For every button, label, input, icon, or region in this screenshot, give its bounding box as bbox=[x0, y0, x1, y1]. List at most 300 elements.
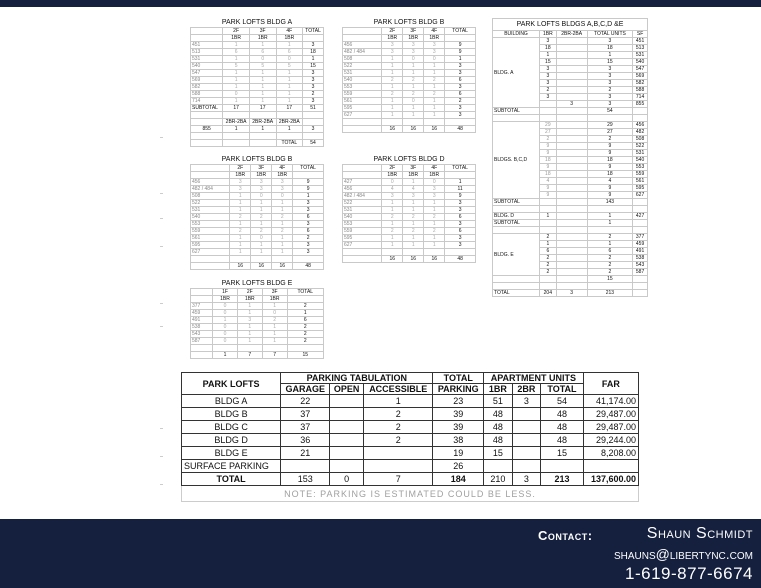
count-cell: 15 bbox=[303, 63, 324, 70]
floor-header: 4F bbox=[424, 165, 445, 172]
header-row bbox=[182, 373, 639, 384]
unit-sf-cell: 522 bbox=[343, 63, 382, 70]
unit-sf-cell: 543 bbox=[191, 331, 213, 338]
count-cell: 0 bbox=[213, 310, 238, 317]
table-row bbox=[343, 214, 476, 221]
count-cell: 2 bbox=[251, 228, 272, 235]
margin-tick bbox=[160, 193, 163, 194]
count-cell: 3 bbox=[403, 193, 424, 200]
unit-type-header: 1BR bbox=[424, 172, 445, 179]
summary-cell bbox=[556, 255, 587, 262]
summary-cell bbox=[556, 59, 587, 66]
total-cell: 210 bbox=[484, 473, 513, 486]
count-cell: 0 bbox=[223, 91, 250, 98]
count-cell: 1 bbox=[424, 235, 445, 242]
count-cell: 2 bbox=[382, 91, 403, 98]
unit-type-header: 1BR bbox=[403, 35, 424, 42]
count-cell: 1 bbox=[424, 84, 445, 91]
total-cell: 153 bbox=[281, 473, 330, 486]
count-cell: 1 bbox=[382, 200, 403, 207]
cell bbox=[424, 249, 445, 256]
count-cell: 1 bbox=[276, 84, 303, 91]
count-cell: 3 bbox=[445, 84, 476, 91]
count-cell: 1 bbox=[403, 242, 424, 249]
count-cell: 1 bbox=[249, 84, 276, 91]
value-cell: 23 bbox=[433, 395, 484, 408]
cell bbox=[213, 345, 238, 352]
unit-sf-cell: 508 bbox=[343, 56, 382, 63]
cell bbox=[633, 206, 648, 213]
cell bbox=[262, 345, 287, 352]
bldg-b-top-table bbox=[342, 18, 476, 133]
summary-cell: 9 bbox=[587, 143, 632, 150]
count-cell: 3 bbox=[303, 70, 324, 77]
count-cell: 1 bbox=[403, 221, 424, 228]
table-row bbox=[343, 193, 476, 200]
count-cell: 1 bbox=[293, 193, 324, 200]
summary-cell: 427 bbox=[633, 213, 648, 220]
total-cell: 16 bbox=[424, 126, 445, 133]
cell bbox=[223, 112, 250, 119]
count-cell: 1 bbox=[382, 242, 403, 249]
count-cell: 2 bbox=[272, 228, 293, 235]
count-cell: 3 bbox=[445, 242, 476, 249]
unit-sf-cell: 627 bbox=[191, 249, 230, 256]
value-cell bbox=[330, 434, 364, 447]
count-cell: 1 bbox=[249, 77, 276, 84]
table-row bbox=[343, 242, 476, 249]
total-cell: 16 bbox=[230, 263, 251, 270]
count-cell: 3 bbox=[445, 70, 476, 77]
count-cell: 1 bbox=[424, 70, 445, 77]
unit-type-header: 1BR bbox=[272, 172, 293, 179]
count-cell: 1 bbox=[424, 221, 445, 228]
count-cell: 1 bbox=[249, 42, 276, 49]
floor-header: TOTAL bbox=[287, 289, 323, 296]
cell bbox=[230, 256, 251, 263]
cell bbox=[191, 256, 230, 263]
count-cell: 1 bbox=[237, 324, 262, 331]
value-cell bbox=[281, 460, 330, 473]
summary-cell: 9 bbox=[587, 164, 632, 171]
total-cell: 7 bbox=[262, 352, 287, 359]
unit-type-header: 1BR bbox=[223, 35, 250, 42]
summary-cell: 2 bbox=[587, 255, 632, 262]
summary-cell: 531 bbox=[633, 52, 648, 59]
cell bbox=[293, 256, 324, 263]
cell bbox=[343, 119, 382, 126]
count-cell: 6 bbox=[445, 91, 476, 98]
table-row bbox=[182, 395, 639, 408]
cell bbox=[191, 352, 213, 359]
table-row bbox=[191, 310, 324, 317]
summary-cell bbox=[556, 269, 587, 276]
table-row bbox=[493, 38, 648, 45]
summary-header: BUILDING bbox=[493, 31, 540, 38]
unit-sf-cell: 714 bbox=[191, 98, 223, 105]
spacer-row bbox=[191, 256, 324, 263]
cell bbox=[633, 283, 648, 290]
total-cell: 15 bbox=[287, 352, 323, 359]
totals-row bbox=[343, 126, 476, 133]
count-cell: 1 bbox=[303, 56, 324, 63]
summary-cell: 29 bbox=[540, 122, 557, 129]
summary-cell: 491 bbox=[633, 248, 648, 255]
summary-cell: 29 bbox=[587, 122, 632, 129]
count-cell: 1 bbox=[403, 105, 424, 112]
count-cell: 1 bbox=[213, 317, 238, 324]
value-cell: 48 bbox=[484, 408, 513, 421]
count-cell: 3 bbox=[445, 207, 476, 214]
header-row bbox=[493, 31, 648, 38]
value-cell bbox=[512, 447, 541, 460]
unit-type-header: 1BR bbox=[251, 172, 272, 179]
count-cell: 6 bbox=[445, 228, 476, 235]
value-cell: 48 bbox=[484, 421, 513, 434]
cell bbox=[556, 206, 587, 213]
total-cell: TOTAL bbox=[493, 290, 540, 297]
count-cell: 0 bbox=[213, 303, 238, 310]
far-table bbox=[181, 372, 639, 502]
cell bbox=[303, 112, 324, 119]
unit-type-header: 1BR bbox=[382, 172, 403, 179]
count-cell: 2 bbox=[272, 214, 293, 221]
value-cell: 39 bbox=[433, 421, 484, 434]
summary-cell: 522 bbox=[633, 143, 648, 150]
summary-cell: 538 bbox=[633, 255, 648, 262]
value-cell: 26 bbox=[433, 460, 484, 473]
title-row bbox=[191, 155, 324, 165]
cell bbox=[223, 140, 250, 147]
summary-cell: 595 bbox=[633, 185, 648, 192]
summary-cell bbox=[540, 101, 557, 108]
subtotal-cell: 17 bbox=[223, 105, 250, 112]
summary-cell: 627 bbox=[633, 192, 648, 199]
count-cell: 1 bbox=[237, 310, 262, 317]
margin-tick bbox=[160, 428, 163, 429]
value-cell: 15 bbox=[541, 447, 583, 460]
total-cell: 1 bbox=[213, 352, 238, 359]
cell bbox=[445, 249, 476, 256]
unit-sf-cell: 559 bbox=[343, 91, 382, 98]
table-title: PARK LOFTS BLDG B bbox=[191, 155, 324, 165]
table-title: PARK LOFTS BLDG B bbox=[343, 18, 476, 28]
cell bbox=[287, 296, 323, 303]
summary-cell: 855 bbox=[633, 101, 648, 108]
count-cell: 2 bbox=[424, 214, 445, 221]
count-cell: 1 bbox=[403, 200, 424, 207]
building-label: BLDG. D bbox=[493, 213, 540, 220]
margin-tick bbox=[160, 456, 163, 457]
value-cell: 3 bbox=[512, 395, 541, 408]
total-cell: 48 bbox=[445, 126, 476, 133]
total-label: TOTAL bbox=[276, 140, 303, 147]
value-cell: 37 bbox=[281, 408, 330, 421]
summary-cell: 18 bbox=[587, 45, 632, 52]
unit-sf-cell: 522 bbox=[191, 200, 230, 207]
summary-cell: 27 bbox=[587, 129, 632, 136]
cell bbox=[276, 112, 303, 119]
total-cell: 3 bbox=[512, 473, 541, 486]
cell bbox=[343, 35, 382, 42]
table-row bbox=[493, 122, 648, 129]
cell bbox=[191, 35, 223, 42]
summary-cell: 3 bbox=[587, 94, 632, 101]
total-cell: 16 bbox=[382, 256, 403, 263]
count-cell: 2 bbox=[424, 91, 445, 98]
total-cell: 3 bbox=[556, 290, 587, 297]
unit-sf-cell: 538 bbox=[191, 324, 213, 331]
count-cell: 0 bbox=[249, 56, 276, 63]
summary-cell: 588 bbox=[633, 87, 648, 94]
total-cell: 7 bbox=[363, 473, 433, 486]
table-row bbox=[343, 179, 476, 186]
subheader-row bbox=[191, 172, 324, 179]
table-row bbox=[191, 324, 324, 331]
count-cell: 6 bbox=[445, 214, 476, 221]
cell bbox=[191, 140, 223, 147]
count-cell: 3 bbox=[251, 186, 272, 193]
summary-cell: 508 bbox=[633, 136, 648, 143]
summary-cell: 3 bbox=[540, 80, 557, 87]
unit-type-header: 1BR bbox=[213, 296, 238, 303]
count-cell: 1 bbox=[424, 98, 445, 105]
spacer-row bbox=[493, 227, 648, 234]
count-cell: 2 bbox=[382, 228, 403, 235]
header-row bbox=[343, 28, 476, 35]
summary-cell bbox=[556, 150, 587, 157]
summary-cell: 2 bbox=[540, 234, 557, 241]
subtotal-cell bbox=[540, 199, 557, 206]
count-cell: 1 bbox=[223, 98, 250, 105]
table-row bbox=[191, 56, 324, 63]
value-cell bbox=[330, 395, 364, 408]
cell bbox=[343, 256, 382, 263]
cell bbox=[633, 227, 648, 234]
count-cell: 3 bbox=[382, 193, 403, 200]
title-row bbox=[493, 19, 648, 31]
floor-header: 3F bbox=[403, 165, 424, 172]
total-value: 54 bbox=[303, 140, 324, 147]
cell bbox=[540, 206, 557, 213]
cell bbox=[343, 28, 382, 35]
summary-cell: 9 bbox=[587, 185, 632, 192]
count-cell: 2 bbox=[287, 338, 323, 345]
cell bbox=[191, 345, 213, 352]
unit-type-header: 1BR bbox=[382, 35, 403, 42]
cell bbox=[424, 119, 445, 126]
cell bbox=[445, 35, 476, 42]
count-cell: 0 bbox=[403, 98, 424, 105]
summary-cell: 9 bbox=[540, 164, 557, 171]
contact-email[interactable]: shauns@libertync.com bbox=[613, 546, 753, 562]
summary-cell bbox=[556, 241, 587, 248]
cell bbox=[493, 227, 540, 234]
summary-cell: 456 bbox=[633, 122, 648, 129]
summary-cell: 3 bbox=[587, 66, 632, 73]
unit-sf-cell: 377 bbox=[191, 303, 213, 310]
count-cell: 1 bbox=[272, 249, 293, 256]
bldg-b-middle-table bbox=[190, 155, 324, 270]
bldg-e-table bbox=[190, 279, 324, 359]
total-cell: 213 bbox=[541, 473, 583, 486]
building-label: BLDG. E bbox=[493, 234, 540, 276]
margin-tick bbox=[160, 326, 163, 327]
summary-cell: 3 bbox=[587, 73, 632, 80]
summary-cell: 9 bbox=[540, 185, 557, 192]
table-row bbox=[182, 460, 639, 473]
value-cell bbox=[330, 421, 364, 434]
table-row bbox=[191, 193, 324, 200]
count-cell: 1 bbox=[262, 303, 287, 310]
subtotal-cell: SUBTOTAL bbox=[493, 199, 540, 206]
count-cell: 2 bbox=[287, 303, 323, 310]
value-cell: 22 bbox=[281, 395, 330, 408]
summary-cell: 2 bbox=[587, 269, 632, 276]
count-cell: 1 bbox=[230, 249, 251, 256]
count-cell: 3 bbox=[445, 105, 476, 112]
unit-sf-cell: 569 bbox=[191, 77, 223, 84]
count-cell: 1 bbox=[262, 331, 287, 338]
cell bbox=[540, 276, 557, 283]
subtotal-cell bbox=[633, 199, 648, 206]
margin-tick bbox=[160, 303, 163, 304]
summary-cell: 9 bbox=[587, 150, 632, 157]
count-cell: 3 bbox=[303, 98, 324, 105]
summary-cell: 3 bbox=[540, 38, 557, 45]
table-row bbox=[191, 228, 324, 235]
unit-sf-cell: 587 bbox=[191, 338, 213, 345]
summary-cell: 1 bbox=[540, 241, 557, 248]
table-row bbox=[182, 408, 639, 421]
count-cell: 1 bbox=[382, 221, 403, 228]
count-cell: 1 bbox=[424, 200, 445, 207]
count-cell: 2 bbox=[287, 324, 323, 331]
cell bbox=[191, 263, 230, 270]
summary-cell: 553 bbox=[633, 164, 648, 171]
table-row bbox=[343, 84, 476, 91]
summary-cell: 3 bbox=[540, 66, 557, 73]
summary-cell bbox=[556, 73, 587, 80]
count-cell: 1 bbox=[276, 126, 303, 133]
summary-cell: 9 bbox=[540, 143, 557, 150]
cell bbox=[191, 289, 213, 296]
count-cell: 3 bbox=[293, 200, 324, 207]
count-cell: 3 bbox=[424, 49, 445, 56]
row-label: BLDG C bbox=[182, 421, 281, 434]
count-cell: 1 bbox=[272, 242, 293, 249]
count-cell: 3 bbox=[272, 179, 293, 186]
value-cell: 2 bbox=[363, 434, 433, 447]
header-park-lofts: PARK LOFTS bbox=[182, 373, 281, 395]
unit-sf-cell: 482 / 484 bbox=[191, 186, 230, 193]
summary-cell: 3 bbox=[540, 73, 557, 80]
unit-sf-cell: 540 bbox=[343, 77, 382, 84]
subtotal-cell bbox=[633, 108, 648, 115]
subtotal-row bbox=[493, 220, 648, 227]
contact-phone[interactable]: 1-619-877-6674 bbox=[625, 564, 753, 583]
totals-row bbox=[343, 256, 476, 263]
count-cell: 1 bbox=[223, 56, 250, 63]
summary-cell: 15 bbox=[587, 59, 632, 66]
count-cell: 0 bbox=[262, 310, 287, 317]
contact-name: Shaun Schmidt bbox=[646, 525, 753, 542]
floor-header: TOTAL bbox=[445, 165, 476, 172]
summary-cell: 4 bbox=[540, 178, 557, 185]
summary-header: 2BR-2BA bbox=[556, 31, 587, 38]
header-row bbox=[343, 165, 476, 172]
spacer-row bbox=[191, 112, 324, 119]
cell bbox=[445, 119, 476, 126]
row-label: BLDG B bbox=[182, 408, 281, 421]
count-cell: 5 bbox=[249, 63, 276, 70]
subtotal-cell: SUBTOTAL bbox=[493, 220, 540, 227]
value-cell: 2 bbox=[363, 421, 433, 434]
cell bbox=[403, 249, 424, 256]
cell bbox=[191, 172, 230, 179]
cell bbox=[249, 140, 276, 147]
table-title: PARK LOFTS BLDG D bbox=[343, 155, 476, 165]
count-cell: 0 bbox=[424, 179, 445, 186]
count-cell: 1 bbox=[424, 105, 445, 112]
count-cell: 2 bbox=[230, 214, 251, 221]
count-cell: 3 bbox=[293, 207, 324, 214]
count-cell: 0 bbox=[213, 324, 238, 331]
value-cell: 19 bbox=[433, 447, 484, 460]
summary-cell: 3 bbox=[587, 38, 632, 45]
count-cell: 2 bbox=[403, 228, 424, 235]
cell bbox=[343, 172, 382, 179]
floor-header: 3F bbox=[249, 28, 276, 35]
count-cell: 1 bbox=[230, 200, 251, 207]
summary-cell: 6 bbox=[540, 248, 557, 255]
total-cell: 16 bbox=[251, 263, 272, 270]
summary-header: TOTAL UNITS bbox=[587, 31, 632, 38]
count-cell: 3 bbox=[445, 221, 476, 228]
table-row bbox=[191, 242, 324, 249]
count-cell: 3 bbox=[424, 42, 445, 49]
spacer-row bbox=[343, 249, 476, 256]
count-cell: 1 bbox=[249, 126, 276, 133]
value-cell bbox=[330, 460, 364, 473]
summary-cell: 18 bbox=[587, 157, 632, 164]
summary-cell: 15 bbox=[540, 59, 557, 66]
floor-header: 1F bbox=[213, 289, 238, 296]
floor-header: 3F bbox=[262, 289, 287, 296]
subheader-open: OPEN bbox=[330, 384, 364, 395]
count-cell: 5 bbox=[223, 63, 250, 70]
count-cell: 3 bbox=[424, 193, 445, 200]
count-cell: 1 bbox=[287, 310, 323, 317]
summary-cell: 18 bbox=[540, 45, 557, 52]
table-row bbox=[191, 42, 324, 49]
summary-cell: 9 bbox=[540, 192, 557, 199]
cell bbox=[191, 296, 213, 303]
count-cell: 9 bbox=[445, 193, 476, 200]
row-label: BLDG A bbox=[182, 395, 281, 408]
count-cell: 1 bbox=[382, 105, 403, 112]
summary-cell bbox=[556, 178, 587, 185]
count-cell: 4 bbox=[382, 186, 403, 193]
unit-sf-cell: 547 bbox=[191, 70, 223, 77]
table-row bbox=[182, 421, 639, 434]
table-row bbox=[343, 228, 476, 235]
value-cell: 36 bbox=[281, 434, 330, 447]
table-row bbox=[191, 200, 324, 207]
count-cell: 1 bbox=[237, 338, 262, 345]
count-cell: 1 bbox=[237, 331, 262, 338]
subtotal-cell bbox=[556, 199, 587, 206]
